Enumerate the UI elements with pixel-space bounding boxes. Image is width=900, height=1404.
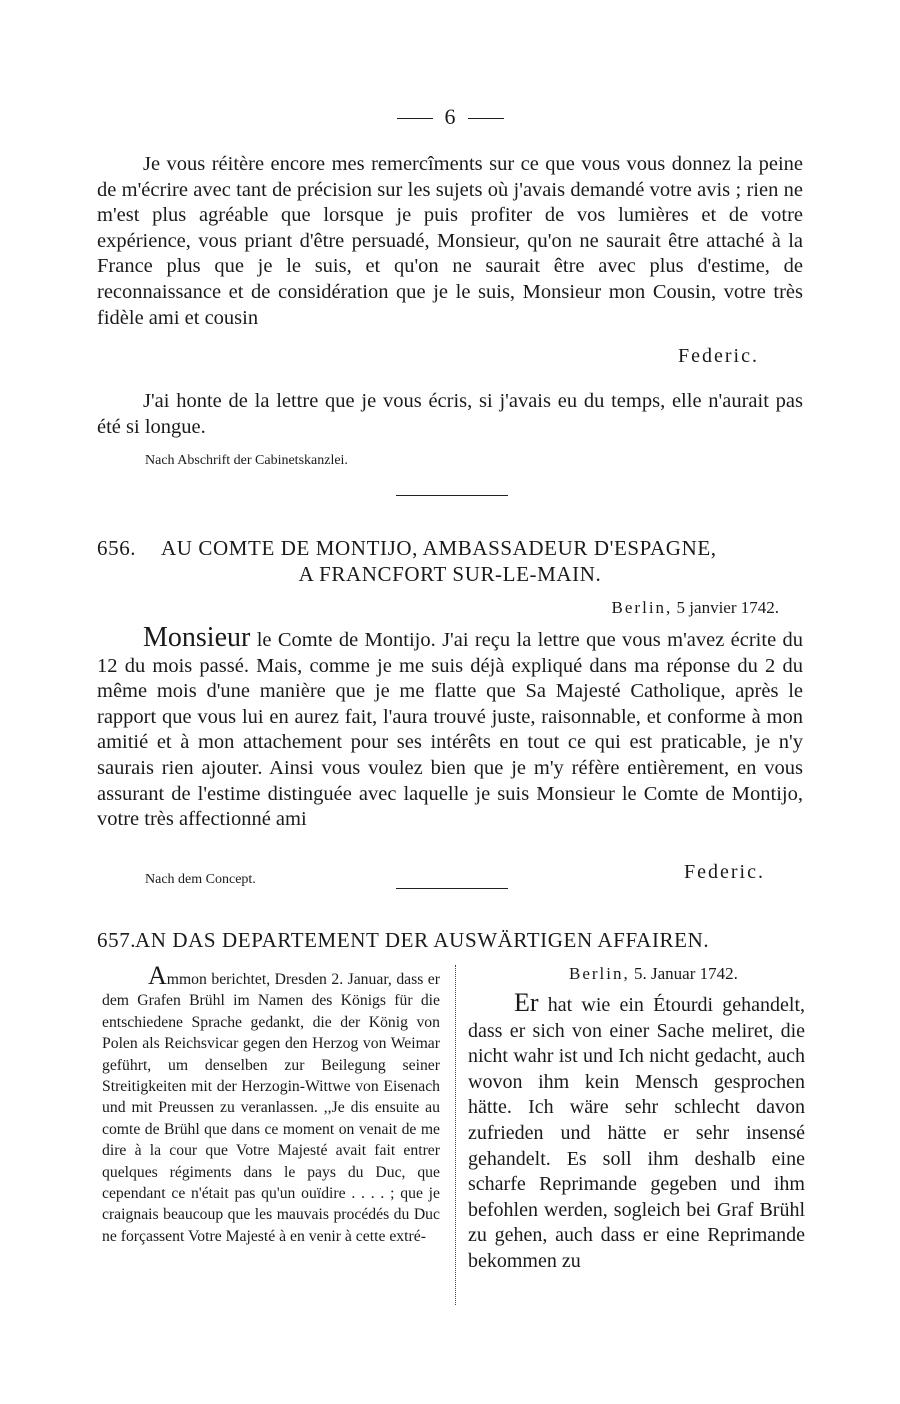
letter-657-summary-text: mmon berichtet, Dresden 2. Januar, dass er dem Grafen Brühl im Namen des Königs für die entschiedene Sprache gedankt, die der König von Polen als Reichsvicar gegen den Herzog von Weimar geführt, um denselben zur Beilegung seiner Streitigkeiten mit der Herzogin-Wittwe von Eisenach und mit Preussen zu veranlassen. ,,Je dis ensuite au comte de Brühl que dans ce moment on venait de me dire à la cour que Votre Majesté avait fait entrer quelques régiments dans le pays du Duc, que cependant ce n'était pas qu'un ouïdire . . . . ; que je craignais beaucoup que les mauvais procédés du Duc ne forçassent Votre Majesté à en venir à cette extré- (102, 971, 440, 1245)
letter-655-closing-paragraph (97, 152, 803, 331)
letter-655-source-note: Nach Abschrift der Cabinetskanzlei. (145, 453, 348, 468)
column-divider (455, 965, 456, 1305)
letter-657-title: AN DAS DEPARTEMENT DER AUSWÄRTIGEN AFFAIREN. (135, 928, 710, 952)
letter-656-title-line2: A FRANCFORT SUR-LE-MAIN. (298, 562, 602, 586)
letter-657-reply-initial: Er (514, 988, 539, 1017)
letter-657-heading (97, 928, 809, 953)
letter-657-date-place: Berlin, (569, 964, 630, 983)
page-number-text: 6 (444, 104, 456, 129)
letter-656-heading (97, 536, 807, 561)
letter-657-summary-initial: A (148, 961, 167, 990)
letter-657-reply-column (468, 990, 805, 1275)
page-number (0, 104, 900, 130)
letter-655-closing-text: Je vous réitère encore mes remercîments sur ce que vous vous donnez la peine de m'écrire avec tant de précision sur les sujets où j'avais demandé votre avis ; rien ne m'est plus agréable que lorsque je puis profiter de vos lumières et de votre expérience, vous priant d'être persuadé, Monsieur, qu'on ne saurait être attaché à la France plus que je le suis, et qu'on ne saurait être avec plus d'estime, de reconnaissance et de considération que je le suis, Monsieur mon Cousin, votre très fidèle ami et cousin (97, 153, 803, 329)
letter-655-postscript (97, 389, 803, 440)
letter-656-body (97, 622, 804, 833)
section-divider (396, 495, 508, 496)
letter-656-dateline (612, 598, 779, 618)
letter-656-number: 656. (97, 536, 137, 560)
letter-655-postscript-text: J'ai honte de la lettre que je vous écris, si j'avais eu du temps, elle n'aurait pas été si longue. (97, 390, 803, 438)
page-number-dash-left (397, 118, 433, 119)
letter-657-date: 5. Januar 1742. (634, 964, 738, 983)
letter-656-body-text: le Comte de Montijo. J'ai reçu la lettre que vous m'avez écrite du 12 du mois passé. Mais, comme je me suis déjà expliqué dans ma réponse du 2 du même mois d'une manière que je me flatte que Sa Majesté Catholique, après le rapport que vous lui en aurez fait, l'aura trouvé juste, raisonnable, et conforme à mon amitié et à mon attachement pour ses intérêts en tout ce qui est praticable, je n'y saurais rien ajouter. Ainsi vous voulez bien que je m'y réfère entièrement, en vous assurant de l'estime distinguée avec laquelle je suis Monsieur le Comte de Montijo, votre très affectionné ami (97, 629, 804, 831)
letter-655-signature: Federic. (678, 345, 759, 367)
letter-657-summary-column (102, 961, 440, 1247)
letter-656-date: 5 janvier 1742. (676, 598, 779, 617)
letter-656-date-place: Berlin, (611, 598, 673, 617)
letter-656-signature: Federic. (684, 861, 765, 883)
letter-657-number: 657. (97, 928, 137, 952)
letter-657-dateline (569, 964, 738, 984)
letter-657-reply-text: hat wie ein Étourdi gehandelt, dass er sich von einer Sache meliret, die nicht wahr ist und Ich nicht gedacht, auch wovon ihm kein Mensch gesprochen hätte. Ich wäre sehr schlecht davon zufrieden und hätte er sehr insensé gehandelt. Es soll ihm deshalb eine scharfe Reprimande gegeben und ihm befohlen werden, sogleich bei Graf Brühl zu gehen, auch dass er eine Reprimande bekommen zu (468, 994, 806, 1272)
section-divider-2 (396, 888, 508, 889)
letter-656-first-word: Monsieur (143, 622, 251, 653)
page-number-dash-right (468, 118, 504, 119)
letter-656-source-note: Nach dem Concept. (145, 872, 256, 887)
letter-656-title-line1: AU COMTE DE MONTIJO, AMBASSADEUR D'ESPAGNE, (161, 536, 717, 560)
